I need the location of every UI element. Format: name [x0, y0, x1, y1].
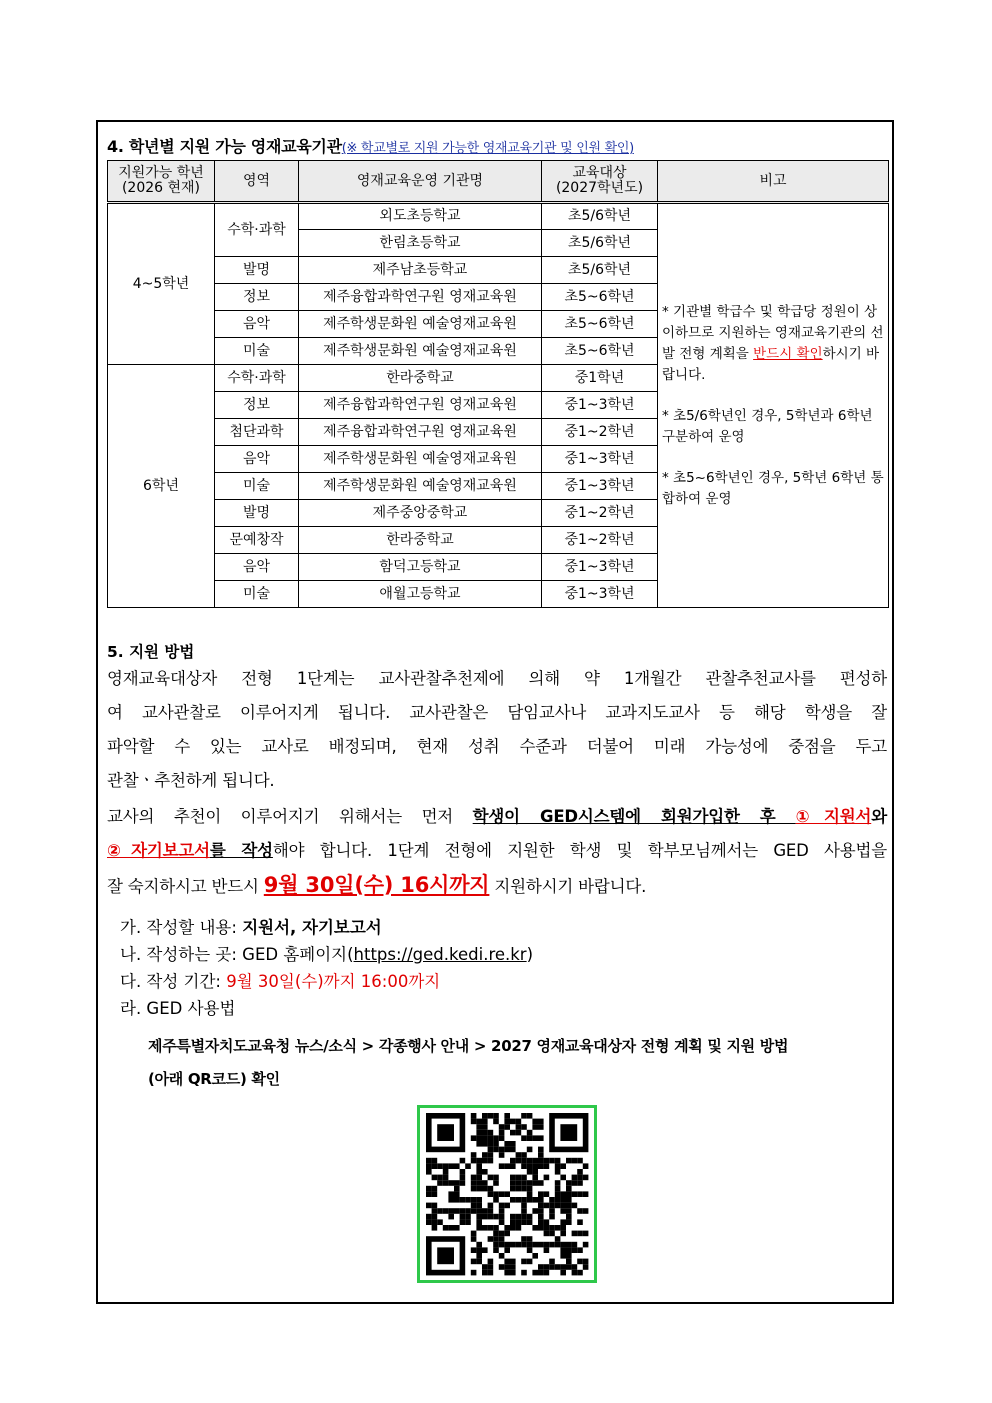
institution-cell: 한라중학교	[299, 527, 542, 554]
paragraph-line: 잘 숙지하시고 반드시 9월 30일(수) 16시까지 지원하시기 바랍니다.	[107, 873, 647, 897]
paragraph-line: 교사의 추천이 이루어지기 위해서는 먼저 학생이 GED시스템에 회원가입한 후 ①지원서와	[107, 807, 887, 826]
step-b: 나. 작성하는 곳: GED 홈페이지(https://ged.kedi.re.kr)	[120, 945, 534, 964]
target-cell: 초5~6학년	[542, 338, 658, 365]
institution-cell: 제주학생문화원 예술영재교육원	[299, 311, 542, 338]
path-line-2: (아래 QR코드) 확인	[148, 1070, 280, 1088]
paragraph-line: 관찰ㆍ추천하게 됩니다.	[107, 771, 275, 790]
paragraph-line: 파악할 수 있는 교사로 배정되며, 현재 성취 수준과 더불어 미래 가능성에 중점을 두고	[107, 737, 887, 756]
field-cell: 음악	[215, 311, 299, 338]
step-c: 다. 작성 기간: 9월 30일(수)까지 16:00까지	[120, 972, 441, 991]
section5-paragraph-2	[107, 800, 887, 904]
target-cell: 초5~6학년	[542, 311, 658, 338]
section4-title: 4. 학년별 지원 가능 영재교육기관(※ 학교별로 지원 가능한 영재교육기관 및 인원 확인)	[107, 137, 634, 156]
field-cell: 정보	[215, 284, 299, 311]
field-cell: 정보	[215, 392, 299, 419]
field-cell: 문예창작	[215, 527, 299, 554]
institution-cell: 제주융합과학연구원 영재교육원	[299, 419, 542, 446]
target-cell: 초5/6학년	[542, 230, 658, 257]
table-header-row	[108, 161, 889, 203]
remark-cell	[658, 203, 889, 608]
remark-3: * 초5~6학년인 경우, 5학년 6학년 통합하여 운영	[662, 469, 884, 507]
institution-cell: 제주남초등학교	[299, 257, 542, 284]
header-target: 교육대상 (2027학년도)	[542, 161, 658, 203]
field-cell: 발명	[215, 257, 299, 284]
institution-cell: 한림초등학교	[299, 230, 542, 257]
step-a: 가. 작성할 내용: 지원서, 자기보고서	[120, 918, 382, 937]
target-cell: 중1~3학년	[542, 554, 658, 581]
institution-cell: 제주학생문화원 예술영재교육원	[299, 338, 542, 365]
table-row	[108, 203, 889, 230]
ged-usage-path	[148, 1030, 788, 1096]
target-cell: 초5/6학년	[542, 257, 658, 284]
header-field: 영역	[215, 161, 299, 203]
header-remark: 비고	[658, 161, 889, 203]
institution-cell: 제주융합과학연구원 영재교육원	[299, 284, 542, 311]
field-cell: 수학·과학	[215, 365, 299, 392]
paragraph-line: ②자기보고서를 작성해야 합니다. 1단계 전형에 지원한 학생 및 학부모님께서는 GED 사용법을	[107, 841, 887, 860]
target-cell: 중1~2학년	[542, 500, 658, 527]
qr-code-icon[interactable]	[417, 1105, 597, 1283]
target-cell: 초5~6학년	[542, 284, 658, 311]
field-cell: 미술	[215, 581, 299, 608]
target-cell: 중1~2학년	[542, 527, 658, 554]
paragraph-line: 영재교육대상자 전형 1단계는 교사관찰추천제에 의해 약 1개월간 관찰추천교사를 편성하	[107, 669, 887, 688]
institution-cell: 외도초등학교	[299, 203, 542, 230]
path-line-1: 제주특별자치도교육청 뉴스/소식 > 각종행사 안내 > 2027 영재교육대상자 전형 계획 및 지원 방법	[148, 1037, 789, 1055]
grade-cell: 6학년	[108, 365, 215, 608]
target-cell: 중1~3학년	[542, 446, 658, 473]
institution-table	[107, 160, 889, 608]
field-cell: 음악	[215, 554, 299, 581]
target-cell: 중1학년	[542, 365, 658, 392]
grade-cell: 4~5학년	[108, 203, 215, 365]
institution-cell: 제주중앙중학교	[299, 500, 542, 527]
target-cell: 중1~2학년	[542, 419, 658, 446]
institution-cell: 제주학생문화원 예술영재교육원	[299, 473, 542, 500]
paragraph-line: 여 교사관찰로 이루어지게 됩니다. 교사관찰은 담임교사나 교과지도교사 등 해당 학생을 잘	[107, 703, 887, 722]
deadline-highlight: 9월 30일(수) 16시까지	[263, 873, 490, 897]
field-cell: 첨단과학	[215, 419, 299, 446]
target-cell: 중1~3학년	[542, 473, 658, 500]
target-cell: 중1~3학년	[542, 581, 658, 608]
section4-note: (※ 학교별로 지원 가능한 영재교육기관 및 인원 확인)	[341, 141, 634, 156]
field-cell: 수학·과학	[215, 203, 299, 257]
target-cell: 초5/6학년	[542, 203, 658, 230]
field-cell: 발명	[215, 500, 299, 527]
institution-cell: 한라중학교	[299, 365, 542, 392]
section5-paragraph-1	[107, 662, 887, 798]
header-grade: 지원가능 학년 (2026 현재)	[108, 161, 215, 203]
ged-link[interactable]: https://ged.kedi.re.kr	[353, 945, 527, 964]
field-cell: 미술	[215, 473, 299, 500]
application-steps	[120, 914, 533, 1022]
institution-cell: 함덕고등학교	[299, 554, 542, 581]
target-cell: 중1~3학년	[542, 392, 658, 419]
remark-1: * 기관별 학급수 및 학급당 정원이 상이하므로 지원하는 영재교육기관의 선발 전형 계획을 반드시 확인하시기 바랍니다.	[662, 303, 884, 383]
institution-cell: 애월고등학교	[299, 581, 542, 608]
header-institution: 영재교육운영 기관명	[299, 161, 542, 203]
step-d: 라. GED 사용법	[120, 999, 236, 1018]
institution-cell: 제주학생문화원 예술영재교육원	[299, 446, 542, 473]
section5-title: 5. 지원 방법	[107, 643, 195, 661]
field-cell: 음악	[215, 446, 299, 473]
remark-2: * 초5/6학년인 경우, 5학년과 6학년 구분하여 운영	[662, 407, 873, 445]
institution-cell: 제주융합과학연구원 영재교육원	[299, 392, 542, 419]
field-cell: 미술	[215, 338, 299, 365]
